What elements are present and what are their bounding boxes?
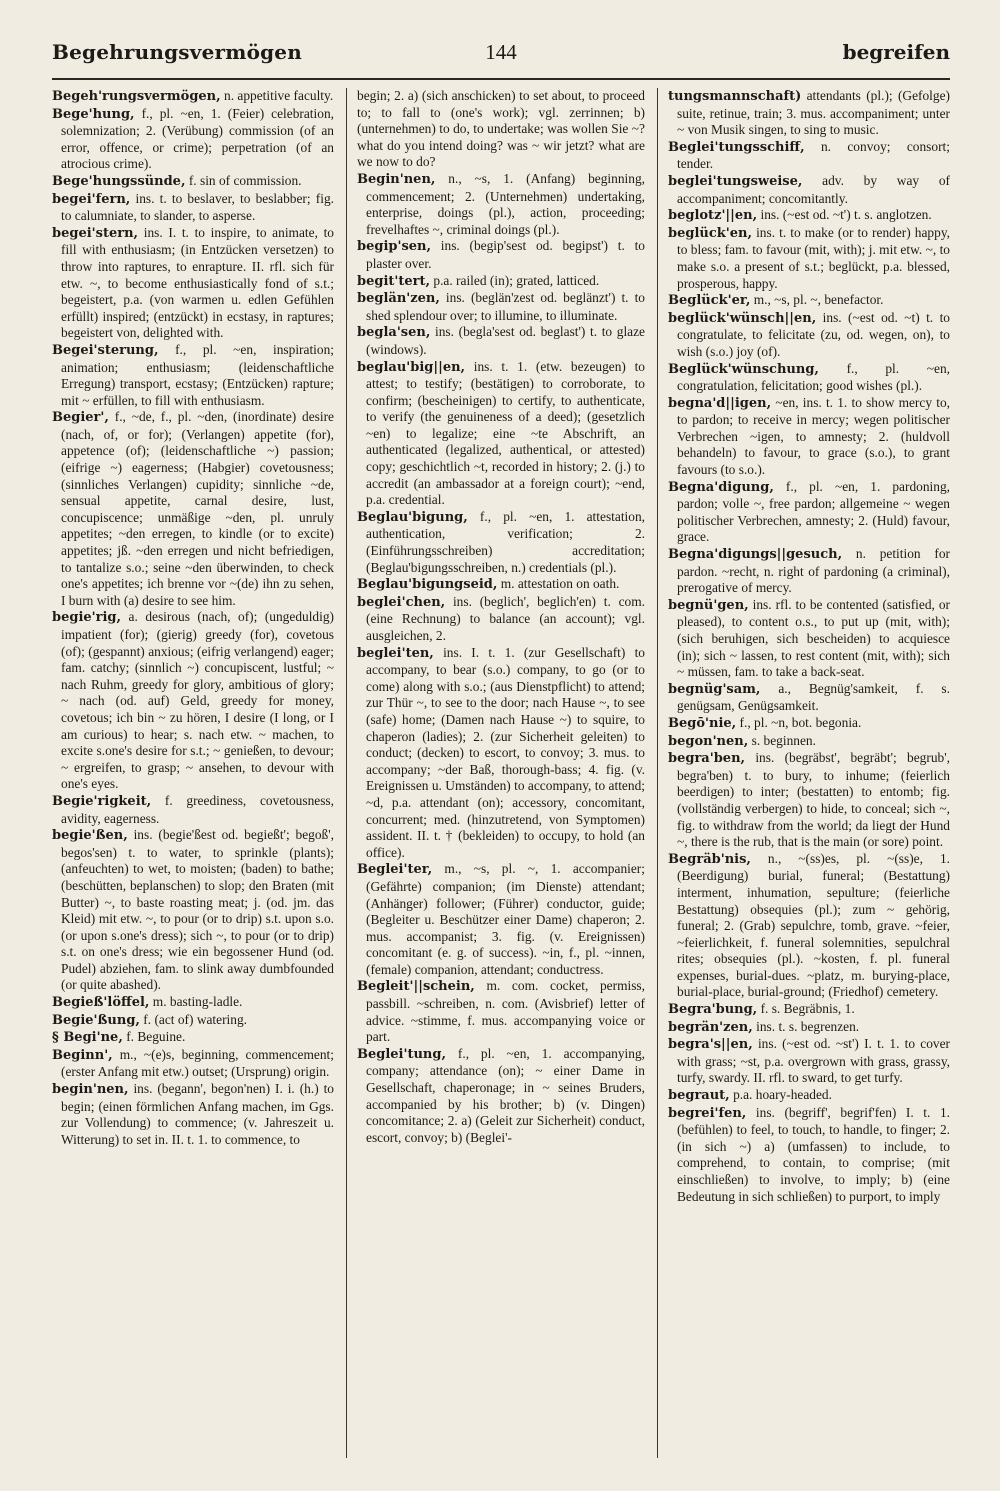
headword: begon'nen,: [668, 733, 749, 749]
entry-definition: ins. (begip'sest od. begipst') t. to plaster over.: [366, 238, 645, 271]
entry-definition: f., pl. ~en, 1. pardoning, pardon; volle ~, free pardon; allgemeine ~ wegen politischer Verbrechen, amnesty; 2. (Huld) favour, grace.: [677, 478, 950, 545]
headword: Begleit'||schein,: [357, 979, 475, 995]
entry-definition: ins. (~est od. ~t') t. s. anglotzen.: [757, 207, 932, 223]
column-1: [52, 88, 334, 1458]
entry-definition: f. s. Begräbnis, 1.: [757, 1001, 855, 1017]
headword: Beglei'ter,: [357, 862, 433, 878]
headword: begie'rig,: [52, 610, 122, 626]
entry-definition: f., pl. ~en, 1. (Feier) celebration, solemnization; 2. (Verübung) commission (of an error, offence, or crime); perpetration (of an atrocious crime).: [61, 105, 334, 172]
entry-definition: ins. (begann', begon'nen) I. i. (h.) to begin; (einen förmlichen Anfang machen, im Ggs. zur Vollendung) to commence; (v. Jahreszeit u. Witterung) to set in. II. t. 1. to commence, to: [61, 1081, 334, 1147]
headword: begla'sen,: [357, 325, 431, 341]
entry-definition: f., pl. ~n, bot. begonia.: [736, 714, 862, 730]
dictionary-entry: [52, 1012, 334, 1030]
entry-definition: f., pl. ~en, congratulation, felicitation; good wishes (pl.).: [677, 360, 950, 394]
dictionary-entry: [357, 290, 645, 324]
headword: Begier',: [52, 410, 109, 426]
entry-definition: p.a. hoary-headed.: [729, 1087, 832, 1103]
dictionary-entry: [52, 106, 334, 173]
dictionary-entry: [668, 361, 950, 395]
headword: Begieß'löffel,: [52, 995, 150, 1011]
column-3: [668, 88, 950, 1458]
dictionary-entry: [668, 1105, 950, 1206]
headword: Begie'ßung,: [52, 1012, 140, 1028]
dictionary-entry: [52, 409, 334, 609]
headword: Beglau'bigungseid,: [357, 577, 498, 593]
headword: begin'nen,: [52, 1082, 129, 1098]
dictionary-entry: [668, 88, 950, 139]
running-head-left: Begehrungsvermögen: [52, 40, 302, 64]
dictionary-entry: [357, 594, 645, 645]
dictionary-entry: [668, 597, 950, 681]
entry-definition: ins. (~est od. ~t) t. to congratulate, to felicitate (zu, od. wegen, on), to wish (s.o.) joy (of).: [677, 309, 950, 359]
entry-definition: begin; 2. a) (sich anschicken) to set about, to proceed to; to fall to (one's work); vgl. zerrinnen; b) (unternehmen) to do, to undertake; was wollen Sie ~? what do you intend doing? was ~ wir jetzt? what are we now to do?: [357, 88, 645, 170]
dictionary-entry: [357, 324, 645, 358]
entry-definition: f., pl. ~en, 1. accompanying, company; attendance (on); ~ einer Dame in Gesellschaft, chaperonage; in ~ seines Bruders, accompanied by his brother; b) (v. Dingen) concomitance; 2. a) (Geleit zur Sicherheit) conduct, escort, convoy; b) (Beglei'-: [366, 1045, 645, 1145]
headword: begrei'fen,: [668, 1105, 747, 1121]
headword: begraut,: [668, 1088, 730, 1104]
entry-definition: f., pl. ~en, 1. attestation, authentication, verification; 2. (Einführungsschreiben) accreditation; (Beglau'bigungsschreiben, n.) credentials (pl.).: [366, 508, 645, 575]
dictionary-entry: [668, 1087, 950, 1105]
entry-definition: m. attestation on oath.: [497, 576, 620, 592]
entry-definition: ins. (begräbst', begräbt'; begrub', begra'ben) t. to bury, to inhume; (feierlich beerdigen) to inter; (bestatten) to entomb; fig. (vollständig verbergen) to hide, to conceal; sich ~, fig. to withdraw from the world; da liegt der Hund ~, there is the rub, that is the main (or sore) point.: [677, 750, 950, 850]
headword: Begin'nen,: [357, 171, 436, 187]
dictionary-entry: [52, 342, 334, 409]
dictionary-entry: [357, 861, 645, 978]
dictionary-entry: [668, 546, 950, 597]
page-number: 144: [485, 40, 517, 64]
running-head-right: begreifen: [842, 40, 950, 64]
headword: begnüg'sam,: [668, 681, 761, 697]
entry-definition: ins. rfl. to be contented (satisfied, or pleased), to content o.s., to put up (mit, with); (sich beruhigen, sich bescheiden) to acquiesce (in); sich ~ lassen, to rest content (mit, with); sich ~ müssen, fam. to take a back-seat.: [677, 596, 950, 680]
headword: begip'sen,: [357, 239, 432, 255]
headword: Beglück'wünschung,: [668, 361, 819, 377]
dictionary-entry: [357, 978, 645, 1045]
entry-definition: attendants (pl.); (Gefolge) suite, retinue, train; 3. mus. accompaniment; unter ~ von Musik singen, to sing to music.: [677, 88, 950, 138]
entry-definition: a. desirous (nach, of); (ungeduldig) impatient (for); (gierig) greedy (for), covetous (of); (gespannt) anxious; (eifrig verlangend) eager; fam. catchy; (sinnlich ~) concupiscent, lustful; ~ nach Ruhm, greedy for glory, ambitious of glory; ~ nach (od. auf) Geld, greedy for money, covetous; ich bin ~ zu hören, I desire (I long, or I am curious) to hear; s. nach etw. ~ machen, to excite s.one's desire for s.t.; ~ genießen, to devour; ~ ergreifen, to grasp; ~ ansehen, to devour with one's eyes.: [61, 609, 334, 792]
dictionary-entry: [668, 225, 950, 292]
entry-definition: m., ~s, pl. ~, 1. accompanier; (Gefährte) companion; (im Dienste) attendant; (Anhänger) follower; (Führer) conductor, guide; (Begleiter u. Beschützer einer Dame) chaperon; 2. mus. accompanist; 3. fig. (v. Ereignissen) concomitant (e. g. of success). ~in, f., pl. ~innen, (female) companion, attendant; conductress.: [366, 861, 645, 977]
entry-definition: s. beginnen.: [748, 732, 816, 748]
dictionary-entry: [52, 994, 334, 1012]
dictionary-entry: [357, 359, 645, 509]
headword: beglei'tungsweise,: [668, 173, 803, 189]
dictionary-entry: [52, 88, 334, 106]
headword: begei'stern,: [52, 225, 139, 241]
entry-definition: ins. (~est od. ~st') I. t. 1. to cover with grass; ~st, p.a. overgrown with grass, grassy, turfy, swardy. II. rfl. to sward, to get turfy.: [677, 1036, 950, 1086]
entry-definition: n. petition for pardon. ~recht, n. right of pardoning (a criminal), prerogative of mercy.: [677, 546, 950, 596]
headword: begra's||en,: [668, 1037, 753, 1053]
dictionary-entry: [357, 238, 645, 272]
entry-definition: f., ~de, f., pl. ~den, (inordinate) desire (nach, of, or for); (Verlangen) appetite (for), appetence (of); (leidenschaftliche ~) passion; (eifrige ~) eagerness; (Habgier) covetousness; (sinnliches Verlangen) cupidity; sinnliche ~de, sensual appetite, carnal desire, lust, concupiscence; unmäßige ~den, pl. unruly appetites; ~den erregen, to kindle (or to excite) appetites; jß. ~den erregen und nicht befriedigen, to tantalize s.o.; seine ~den überwinden, to check one's appetites; ich brenne vor ~(de) ihn zu sehen, I burn with (a) desire to see him.: [61, 409, 334, 608]
headword: Begra'bung,: [668, 1002, 758, 1018]
entry-definition: n. appetitive faculty.: [220, 88, 334, 103]
entry-definition: ins. I. t. to inspire, to animate, to fill with enthusiasm; (in Entzücken versetzen) to throw into raptures, to enrapture. II. rfl. sich für etw. ~, to become enthusiastically fond of s.t.; begeistert, p.a. (von warmen u. edlen Gefühlen erfüllt) inspired; (entzückt) in ecstasy, in raptures; begeistert von, delighted with.: [61, 224, 334, 341]
dictionary-entry: [357, 171, 645, 238]
headword: Bege'hung,: [52, 106, 135, 122]
dictionary-entry: [357, 273, 645, 291]
headword: Begeh'rungsvermögen,: [52, 89, 221, 104]
entry-definition: n., ~s, 1. (Anfang) beginning, commencement; 2. (Unternehmen) undertaking, enterprise, doings (pl.), action, proceeding; frevelhaftes ~, criminal doings (pl.).: [366, 170, 645, 237]
dictionary-entry: [668, 851, 950, 1001]
dictionary-entry: [668, 1019, 950, 1037]
headword: Begō'nie,: [668, 715, 737, 731]
headword: begnü'gen,: [668, 597, 749, 613]
header-rule: [52, 78, 950, 80]
dictionary-entry: [357, 576, 645, 594]
entry-definition: ins. (begie'ßest od. begießt'; begoß', begos'sen) t. to water, to sprinkle (plants); (anfeuchten) to wet, to moisten; (baden) to bathe; (beschütten, beplanschen) to slop; den Braten (mit Butter) ~, to baste roasting meat; j. (od. jm. das Kleid) mit etw. ~, to pour (or to drip) s.t. upon s.o. (or upon s.one's dress); sich ~, to pour (or to drip) s.t. on one's dress; wie ein begossener Hund (od. Pudel) abziehen, fam. to slink away dumbfounded (or quite abashed).: [61, 827, 334, 993]
headword: beglau'big||en,: [357, 359, 466, 375]
entry-definition: m., ~s, pl. ~, benefactor.: [750, 292, 884, 308]
entry-definition: adv. by way of accompaniment; concomitantly.: [677, 172, 950, 206]
entry-definition: p.a. railed (in); grated, latticed.: [430, 272, 600, 288]
dictionary-entry: [668, 310, 950, 361]
headword: Begie'rigkeit,: [52, 793, 152, 809]
dictionary-entry: [668, 173, 950, 207]
headword: tungsmannschaft): [668, 89, 802, 104]
entry-definition: f. sin of commission.: [185, 172, 302, 188]
headword: § Begi'ne,: [52, 1030, 123, 1046]
dictionary-entry: [52, 173, 334, 191]
dictionary-entry: [668, 479, 950, 546]
column-2: [357, 88, 645, 1458]
headword: begna'd||igen,: [668, 395, 772, 411]
dictionary-entry: [357, 645, 645, 862]
dictionary-entry: [52, 191, 334, 225]
column-separator-2: [657, 88, 658, 1458]
entry-definition: n., ~(ss)es, pl. ~(ss)e, 1. (Beerdigung) burial, funeral; (Bestattung) interment, inhumation, sepulture; (feierliche Bestattung) obsequies (pl.); zum ~ gehörig, funeral; 2. (Grab) sepulchre, tomb, grave. ~feier, ~feierlichkeit, f. funeral solemnities, sepulchral rites; obsequies (pl.). ~kosten, f. pl. funeral expenses, burial-dues. ~platz, m. burying-place, burial-place, burial-ground; (Friedhof) cemetery.: [677, 850, 950, 1000]
entry-definition: n. convoy; consort; tender.: [677, 138, 950, 172]
headword: Begei'sterung,: [52, 342, 159, 358]
headword: Begna'digungs||gesuch,: [668, 547, 843, 563]
headword: beglotz'||en,: [668, 208, 758, 224]
dictionary-entry: [668, 139, 950, 173]
dictionary-entry: [357, 88, 645, 171]
entry-definition: ins. I. t. 1. (zur Gesellschaft) to accompany, to bear (s.o.) company, to go (or to come) along with s.o.; (aus Dienstpflicht) to attend; zur Thür ~, to see to the door; nach Hause ~, to see (safe) home; (Damen nach Hause ~) to squire, to chaperon (ladies); 2. (zur Sicherheit geleiten) to conduct; (decken) to escort, to convoy; 3. mus. to accompany; ~der Baß, thorough-bass; 4. fig. (v. Ereignissen u. Umständen) to accompany, to attend; ~d, p.a. attendant (on); accessory, concomitant, concurrent; med. (hinzutretend, von Symptomen) assident. II. t. † (bekleiden) to occupy, to hold (an office).: [366, 644, 645, 860]
entry-definition: m. basting-ladle.: [149, 994, 243, 1010]
headword: Bege'hungssünde,: [52, 173, 186, 189]
dictionary-entry: [52, 225, 334, 342]
dictionary-entry: [668, 395, 950, 479]
headword: begei'fern,: [52, 191, 131, 207]
headword: Begräb'nis,: [668, 851, 751, 867]
entry-definition: ins. t. s. begrenzen.: [752, 1018, 860, 1034]
entry-definition: ins. t. to beslaver, to beslabber; fig. to calumniate, to slander, to asperse.: [61, 190, 334, 224]
dictionary-entry: [357, 509, 645, 576]
headword: beglück'en,: [668, 225, 752, 241]
headword: beglän'zen,: [357, 291, 440, 307]
entry-definition: ~en, ins. t. 1. to show mercy to, to pardon; to receive in mercy; wegen politischer Verbrechen ~igen, to amnesty; 2. (huldvoll behandeln) to favour, to grace (s.o.), to grant favours (to s.o.).: [677, 394, 950, 478]
entry-definition: f. (act of) watering.: [139, 1011, 248, 1027]
dictionary-entry: [668, 681, 950, 715]
headword: Beglau'bigung,: [357, 509, 468, 525]
dictionary-entry: [668, 292, 950, 310]
dictionary-entry: [52, 1029, 334, 1047]
headword: Beginn',: [52, 1047, 113, 1063]
headword: beglück'wünsch||en,: [668, 310, 817, 326]
entry-definition: ins. (beglich', beglich'en) t. com. (eine Rechnung) to balance (an account); vgl. ausgleichen, 2.: [366, 593, 645, 643]
headword: begie'ßen,: [52, 828, 128, 844]
dictionary-entry: [357, 1046, 645, 1147]
headword: beglei'chen,: [357, 594, 446, 610]
dictionary-entry: [52, 793, 334, 827]
headword: beglei'ten,: [357, 645, 434, 661]
entry-definition: m. com. cocket, permiss, passbill. ~schreiben, n. com. (Avisbrief) letter of advice. ~stimme, f. mus. accompanying voice or part.: [366, 978, 645, 1045]
headword: Beglei'tungsschiff,: [668, 139, 805, 155]
entry-definition: f. Beguine.: [122, 1029, 186, 1045]
headword: Begna'digung,: [668, 479, 774, 495]
dictionary-entry: [668, 1036, 950, 1087]
entry-definition: ins. t. to make (or to render) happy, to bless; fam. to favour (mit, with); j. mit etw. ~, to make s.o. a present of s.t.; beglückt, p.a. blessed, prosperous, happy.: [677, 224, 950, 291]
dictionary-entry: [668, 750, 950, 851]
headword: Beglück'er,: [668, 293, 751, 309]
dictionary-entry: [52, 1081, 334, 1148]
headword: begrän'zen,: [668, 1019, 753, 1035]
dictionary-entry: [668, 715, 950, 733]
entry-definition: f. greediness, covetousness, avidity, eagerness.: [61, 792, 334, 826]
headword: begit'tert,: [357, 273, 431, 289]
entry-definition: a., Begnüg'samkeit, f. s. genügsam, Genügsamkeit.: [677, 680, 950, 714]
entry-definition: ins. (begriff', begrif'fen) I. t. 1. (befühlen) to feel, to touch, to handle, to finger; 2. (in sich ~) a) (umfassen) to include, to comprehend, to contain, to comprise; (mit einschließen) to involve, to imply; b) (eine Bedeutung in sich schließen) to purport, to imply: [677, 1104, 950, 1204]
page-header: [52, 40, 950, 76]
entry-definition: ins. (beglän'zest od. beglänzt') t. to shed splendour over; to illumine, to illuminate.: [366, 290, 645, 323]
dictionary-entry: [52, 1047, 334, 1081]
dictionary-entry: [52, 827, 334, 994]
entry-definition: ins. (begla'sest od. beglast') t. to glaze (windows).: [366, 324, 645, 357]
dictionary-entry: [668, 733, 950, 751]
entry-definition: f., pl. ~en, inspiration; animation; enthusiasm; (leidenschaftliche Erregung) transport, ecstasy; (Entzücken) rapture; mit ~ erfüllen, to fill with enthusiasm.: [61, 341, 334, 408]
dictionary-entry: [52, 609, 334, 793]
dictionary-entry: [668, 207, 950, 225]
entry-definition: m., ~(e)s, beginning, commencement; (erster Anfang mit etw.) outset; (Ursprung) origin.: [61, 1046, 334, 1080]
dictionary-entry: [668, 1001, 950, 1019]
headword: begra'ben,: [668, 751, 746, 767]
headword: Beglei'tung,: [357, 1046, 447, 1062]
entry-definition: ins. t. 1. (etw. bezeugen) to attest; to testify; (bestätigen) to corroborate, to confirm; (bescheinigen) to certify, to authenticate, to verify (the genuineness of a deed); (gesetzlich ~en) to legalize; eine ~te Abschrift, an authenticated (legalized, authentical, or attested) copy; geschichtlich ~t, recorded in history; 2. (j.) to accredit (an ambassador at a foreign court); ~end, p.a. credential.: [366, 358, 645, 508]
column-separator-1: [346, 88, 347, 1458]
